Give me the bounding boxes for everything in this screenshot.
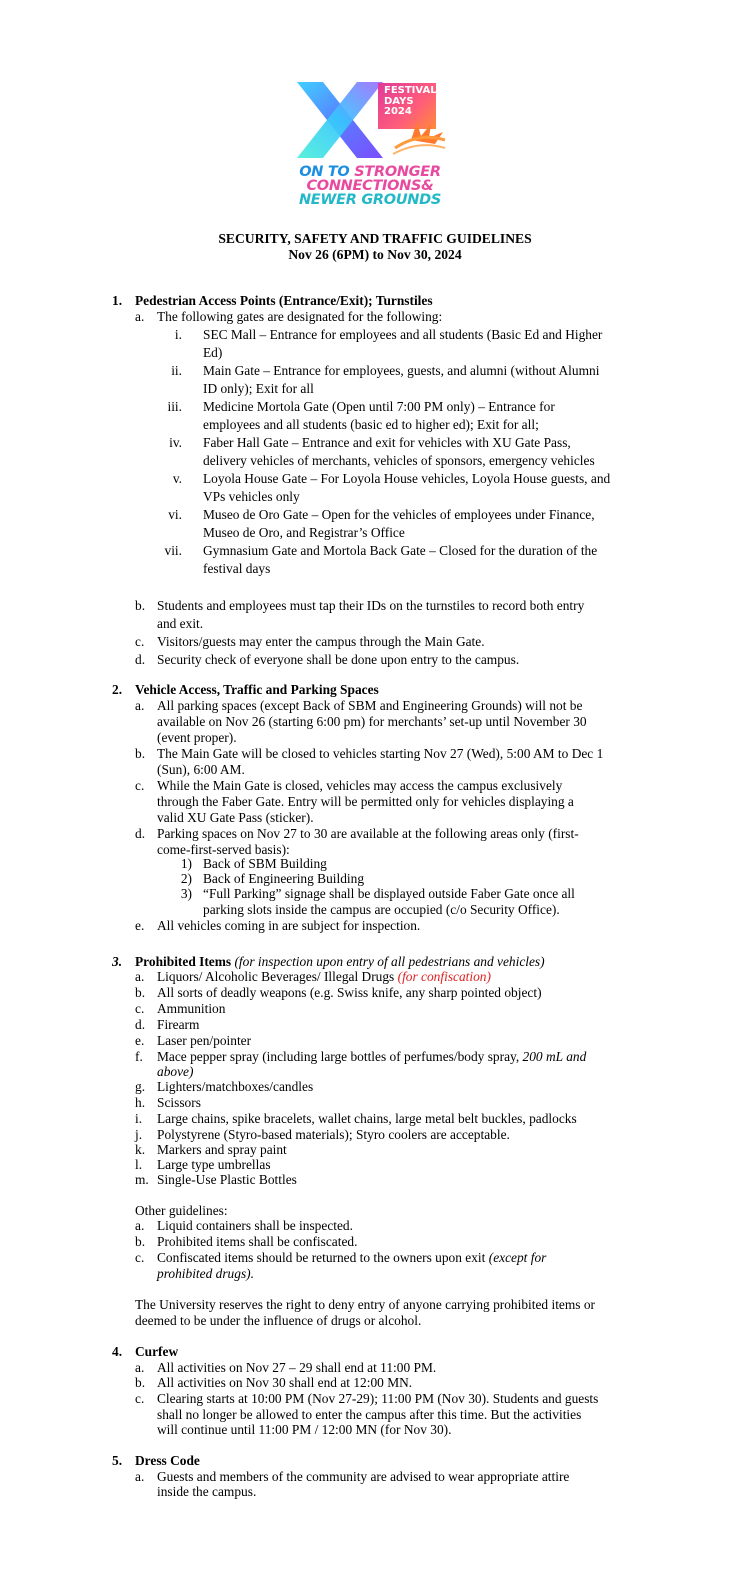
s1-d-label: d. <box>135 652 146 667</box>
s4-c-line: will continue until 11:00 PM / 12:00 MN (for Nov 30). <box>157 1422 452 1437</box>
festival-logo <box>285 80 455 210</box>
s2-sub1-text: Back of SBM Building <box>203 856 327 871</box>
other-guidelines-heading: Other guidelines: <box>135 1203 228 1218</box>
reserve-line: deemed to be under the influence of drugs or alcohol. <box>135 1313 422 1328</box>
s2-c-label: c. <box>135 778 145 793</box>
list-item <box>157 969 491 985</box>
section-1-number: 1. <box>112 293 123 308</box>
s4-c-line: Clearing starts at 10:00 PM (Nov 27-29); 11:00 PM (Nov 30). Students and guests <box>157 1391 599 1406</box>
section-1-title: Pedestrian Access Points (Entrance/Exit); Turnstiles <box>135 293 433 308</box>
gate-line: festival days <box>203 561 271 576</box>
other-c-line-2: prohibited drugs). <box>157 1266 254 1281</box>
item-label: i. <box>135 1111 143 1126</box>
item-label: c. <box>135 1001 145 1016</box>
badge-line-2: DAYS <box>384 95 414 107</box>
s2-d-line: Parking spaces on Nov 27 to 30 are available at the following areas only (first- <box>157 826 579 841</box>
list-item <box>157 1049 586 1065</box>
s2-c-line: valid XU Gate Pass (sticker). <box>157 810 314 825</box>
gate-num: i. <box>174 327 182 342</box>
s2-a-label: a. <box>135 698 145 713</box>
other-b-label: b. <box>135 1234 146 1249</box>
other-c-italic: (except for <box>488 1250 547 1265</box>
s2-sub3-line: “Full Parking” signage shall be displayed outside Faber Gate once all <box>203 886 575 901</box>
other-b-text: Prohibited items shall be confiscated. <box>157 1234 358 1249</box>
s2-a-line: available on Nov 26 (starting 6:00 pm) for merchants’ set-up until November 30 <box>157 714 587 729</box>
reserve-line: The University reserves the right to deny entry of anyone carrying prohibited items or <box>135 1297 595 1312</box>
item-label: d. <box>135 1017 146 1032</box>
s2-d-line: come-first-served basis): <box>157 842 290 857</box>
gate-line: Faber Hall Gate – Entrance and exit for vehicles with XU Gate Pass, <box>203 435 571 450</box>
gate-line: Gymnasium Gate and Mortola Back Gate – Closed for the duration of the <box>203 543 598 558</box>
gate-line: SEC Mall – Entrance for employees and all students (Basic Ed and Higher <box>203 327 603 342</box>
section-3-title-note: (for inspection upon entry of all pedestrians and vehicles) <box>231 954 545 969</box>
item-label: e. <box>135 1033 145 1048</box>
gate-num: iii. <box>167 399 182 414</box>
item-text: Single-Use Plastic Bottles <box>157 1172 297 1187</box>
other-c-label: c. <box>135 1250 145 1265</box>
gate-line: delivery vehicles of merchants, vehicles of sponsors, emergency vehicles <box>203 453 595 468</box>
section-5-title: Dress Code <box>135 1453 200 1468</box>
s4-c-line: shall no longer be allowed to enter the campus after this time. But the activities <box>157 1407 582 1422</box>
gate-line: VPs vehicles only <box>203 489 300 504</box>
item-text: Ammunition <box>157 1001 226 1016</box>
gate-line: employees and all students (basic ed to higher ed); Exit for all; <box>203 417 539 432</box>
section-3-heading <box>135 954 545 970</box>
item-text: All sorts of deadly weapons (e.g. Swiss knife, any sharp pointed object) <box>157 985 542 1000</box>
s1-d-text: Security check of everyone shall be done upon entry to the campus. <box>157 652 520 667</box>
s1-a-text: The following gates are designated for the following: <box>157 309 443 324</box>
s4-b-label: b. <box>135 1375 146 1390</box>
s5-a-label: a. <box>135 1469 145 1484</box>
item-text: Mace pepper spray (including large bottles of perfumes/body spray, <box>157 1049 523 1064</box>
item-text: Firearm <box>157 1017 200 1032</box>
s2-b-label: b. <box>135 746 146 761</box>
s4-c-label: c. <box>135 1391 145 1406</box>
item-text: Lighters/matchboxes/candles <box>157 1079 314 1094</box>
other-c-text: Confiscated items should be returned to the owners upon exit <box>157 1250 489 1265</box>
gate-num: vi. <box>168 507 182 522</box>
badge-line-1: FESTIVAL <box>384 85 437 96</box>
s4-b-text: All activities on Nov 30 shall end at 12:00 MN. <box>157 1375 413 1390</box>
x-logo-mark <box>295 80 385 160</box>
s2-sub2-text: Back of Engineering Building <box>203 871 365 886</box>
other-a-label: a. <box>135 1218 145 1233</box>
section-3-title: Prohibited Items <box>135 954 232 969</box>
tagline-amp: & <box>421 178 434 194</box>
section-4-title: Curfew <box>135 1344 179 1359</box>
document-title: SECURITY, SAFETY AND TRAFFIC GUIDELINES <box>218 231 532 246</box>
section-2-title: Vehicle Access, Traffic and Parking Spaces <box>135 682 379 697</box>
item-label: b. <box>135 985 146 1000</box>
item-text: Liquors/ Alcoholic Beverages/ Illegal Drugs <box>157 969 398 984</box>
item-text: Large chains, spike bracelets, wallet chains, large metal belt buckles, padlocks <box>157 1111 577 1126</box>
s2-a-line: All parking spaces (except Back of SBM and Engineering Grounds) will not be <box>157 698 583 713</box>
sunburst-icon <box>391 118 447 158</box>
item-label: h. <box>135 1095 146 1110</box>
item-label: j. <box>135 1127 143 1142</box>
s1-c-text: Visitors/guests may enter the campus through the Main Gate. <box>157 634 485 649</box>
other-a-text: Liquid containers shall be inspected. <box>157 1218 353 1233</box>
s1-b-line: and exit. <box>157 616 204 631</box>
logo-tagline <box>285 165 455 207</box>
other-c-line <box>157 1250 546 1266</box>
item-note: (for confiscation) <box>397 969 491 984</box>
tagline-stronger: STRONGER <box>354 164 441 180</box>
item-label: g. <box>135 1079 146 1094</box>
item-label: a. <box>135 969 145 984</box>
section-4-number: 4. <box>112 1344 123 1359</box>
item-label: l. <box>135 1157 143 1172</box>
s2-d-label: d. <box>135 826 146 841</box>
gate-line: Ed) <box>203 345 223 360</box>
s2-c-line: through the Faber Gate. Entry will be permitted only for vehicles displaying a <box>157 794 574 809</box>
item-text: Large type umbrellas <box>157 1157 271 1172</box>
tagline-on-to: ON TO <box>299 164 355 180</box>
gate-line: ID only); Exit for all <box>203 381 314 396</box>
section-2-number: 2. <box>112 682 123 697</box>
s1-b-line: Students and employees must tap their IDs on the turnstiles to record both entry <box>157 598 585 613</box>
gate-line: Medicine Mortola Gate (Open until 7:00 PM only) – Entrance for <box>203 399 555 414</box>
gate-num: v. <box>172 471 182 486</box>
gate-num: iv. <box>169 435 182 450</box>
s1-c-label: c. <box>135 634 145 649</box>
gate-num: ii. <box>171 363 182 378</box>
tagline-connections: CONNECTIONS <box>306 178 422 194</box>
s5-a-line: inside the campus. <box>157 1484 257 1499</box>
s2-e-label: e. <box>135 918 145 933</box>
gate-line: Museo de Oro Gate – Open for the vehicles of employees under Finance, <box>203 507 595 522</box>
s4-a-label: a. <box>135 1360 145 1375</box>
s5-a-line: Guests and members of the community are advised to wear appropriate attire <box>157 1469 570 1484</box>
s2-a-line: (event proper). <box>157 730 237 745</box>
item-text: Polystyrene (Styro-based materials); Styro coolers are acceptable. <box>157 1127 510 1142</box>
section-3-number: 3. <box>112 954 123 969</box>
s2-c-line: While the Main Gate is closed, vehicles may access the campus exclusively <box>157 778 563 793</box>
s2-b-line: The Main Gate will be closed to vehicles starting Nov 27 (Wed), 5:00 AM to Dec 1 <box>157 746 604 761</box>
s2-sub2-num: 2) <box>180 871 192 886</box>
s2-b-line: (Sun), 6:00 AM. <box>157 762 245 777</box>
item-italic: 200 mL and <box>522 1049 587 1064</box>
s1-a-label: a. <box>135 309 145 324</box>
item-label: k. <box>135 1142 146 1157</box>
item-label: m. <box>135 1172 149 1187</box>
s2-sub1-num: 1) <box>180 856 192 871</box>
gate-line: Museo de Oro, and Registrar’s Office <box>203 525 405 540</box>
item-text: Scissors <box>157 1095 201 1110</box>
document-date-range: Nov 26 (6PM) to Nov 30, 2024 <box>288 247 462 262</box>
gate-line: Loyola House Gate – For Loyola House vehicles, Loyola House guests, and <box>203 471 611 486</box>
s2-sub3-line: parking slots inside the campus are occupied (c/o Security Office). <box>203 902 560 917</box>
gate-num: vii. <box>164 543 182 558</box>
s4-a-text: All activities on Nov 27 – 29 shall end at 11:00 PM. <box>157 1360 437 1375</box>
badge-line-3: 2024 <box>384 106 412 117</box>
tagline-newer-grounds: NEWER GROUNDS <box>298 192 442 208</box>
gate-line: Main Gate – Entrance for employees, guests, and alumni (without Alumni <box>203 363 600 378</box>
section-5-number: 5. <box>112 1453 123 1468</box>
item-text: Laser pen/pointer <box>157 1033 252 1048</box>
s1-b-label: b. <box>135 598 146 613</box>
s2-sub3-num: 3) <box>180 886 192 901</box>
s2-e-text: All vehicles coming in are subject for inspection. <box>157 918 421 933</box>
item-italic: above) <box>157 1064 194 1079</box>
item-label: f. <box>135 1049 143 1064</box>
item-text: Markers and spray paint <box>157 1142 287 1157</box>
